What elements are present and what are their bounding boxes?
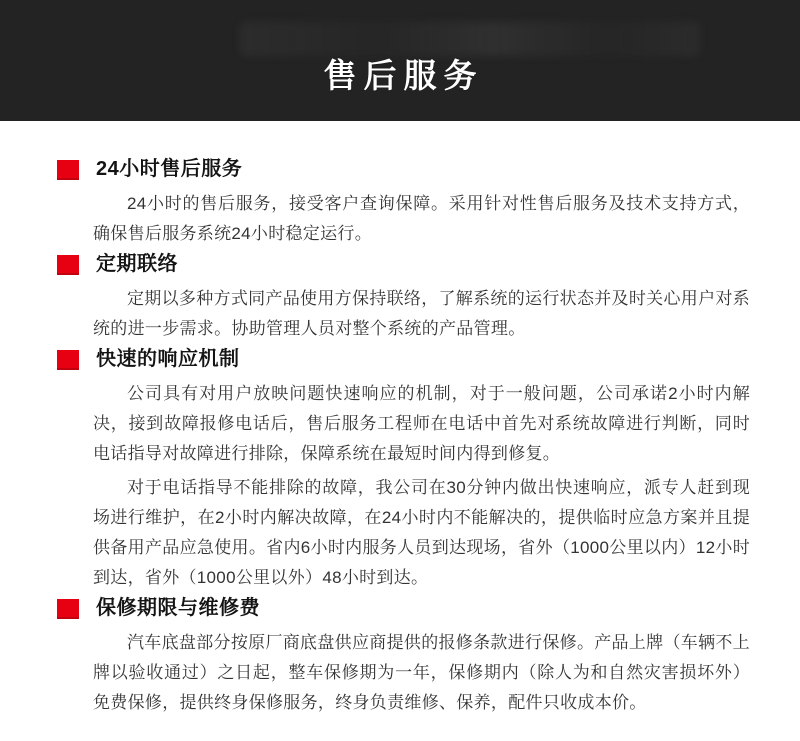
- section-paragraph: 公司具有对用户放映问题快速响应的机制，对于一般问题，公司承诺2小时内解决，接到故障报修电话后，售后服务工程师在电话中首先对系统故障进行判断，同时电话指导对故障进行排除，保障系统在最短时间内得到修复。: [93, 384, 750, 463]
- red-square-bullet: [57, 599, 79, 619]
- red-square-bullet: [57, 160, 79, 180]
- section-paragraph: 24小时的售后服务，接受客户查询保障。采用针对性售后服务及技术支持方式，确保售后服务系统24小时稳定运行。: [93, 194, 750, 243]
- content-area: [0, 121, 800, 718]
- header-banner: [0, 0, 800, 121]
- red-square-bullet: [57, 255, 79, 275]
- section-paragraph: 定期以多种方式同产品使用方保持联络，了解系统的运行状态并及时关心用户对系统的进一步需求。协助管理人员对整个系统的产品管理。: [93, 289, 750, 338]
- red-square-bullet: [57, 350, 79, 370]
- section-paragraph: 对于电话指导不能排除的故障，我公司在30分钟内做出快速响应，派专人赶到现场进行维护，在2小时内解决故障，在24小时内不能解决的，提供临时应急方案并且提供备用产品应急使用。省内6小时内服务人员到达现场，省外（1000公里以内）12小时到达，省外（1000公里以外）48小时到达。: [93, 478, 750, 587]
- section-heading-row: [57, 348, 750, 371]
- section-fast-response: [57, 348, 750, 593]
- section-heading: 保修期限与维修费: [96, 597, 260, 619]
- section-heading-row: [57, 158, 750, 181]
- page-title: 售后服务: [323, 57, 484, 94]
- section-regular-contact: [57, 253, 750, 344]
- section-heading-row: [57, 253, 750, 276]
- section-heading: 24小时售后服务: [96, 158, 243, 180]
- section-heading-row: [57, 597, 750, 620]
- section-heading: 快速的响应机制: [96, 348, 240, 370]
- section-heading: 定期联络: [96, 253, 178, 275]
- section-24h-service: [57, 158, 750, 249]
- section-warranty: [57, 597, 750, 718]
- section-paragraph: 汽车底盘部分按原厂商底盘供应商提供的报修条款进行保修。产品上牌（车辆不上牌以验收通过）之日起，整车保修期为一年，保修期内（除人为和自然灾害损坏外）免费保修，提供终身保修服务，终身负责维修、保养，配件只收成本价。: [93, 633, 750, 712]
